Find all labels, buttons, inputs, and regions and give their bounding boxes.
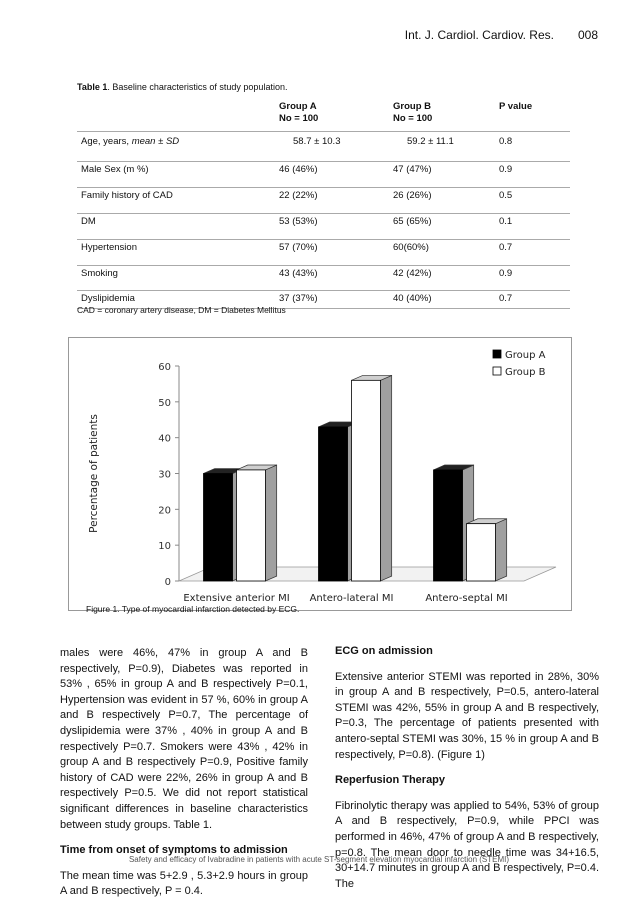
right-paragraph-2: Fibrinolytic therapy was applied to 54%, 53% of group A and B respectively, P=0.9, while PPCI was performed in 46%, 47% of group A and B respectively, p=0.8. The mean door to needle time was 34+16.5, 30+14.7 minutes in group A and B respectively, P=0.4. The	[335, 799, 599, 890]
row-p-value: 0.5	[499, 188, 570, 214]
row-group-b: 59.2 ± 11.1	[393, 132, 499, 162]
baseline-table	[77, 99, 570, 309]
table-caption-label: Table 1	[77, 82, 108, 92]
table-row	[77, 240, 570, 266]
row-label: Hypertension	[77, 240, 279, 266]
row-group-a: 46 (46%)	[279, 162, 393, 188]
header-cell-p-value: P value	[499, 99, 570, 132]
row-label: Male Sex (m %)	[77, 162, 279, 188]
right-heading-ecg: ECG on admission	[335, 645, 433, 657]
header-cell-group-b: Group B No = 100	[393, 99, 499, 132]
row-p-value: 0.8	[499, 132, 570, 162]
x-category-label: Antero-lateral MI	[309, 593, 394, 604]
header-cell-label	[77, 99, 279, 132]
bar-group-b-1	[237, 465, 277, 581]
figure-caption: Figure 1. Type of myocardial infarction detected by ECG.	[86, 604, 300, 614]
row-group-a: 58.7 ± 10.3	[279, 132, 393, 162]
row-group-b: 65 (65%)	[393, 214, 499, 240]
row-group-a: 57 (70%)	[279, 240, 393, 266]
y-axis-label: Percentage of patients	[88, 414, 100, 533]
left-paragraph-1: males were 46%, 47% in group A and B respectively, P=0.9), Diabetes was reported in 53% , 65% in group A and B respectively P=0.1, Hypertension was evident in 57 %, 60% in group A and B respectively P=0.7, The percentage of dyslipidemia were 37% , 40% in group A and B respectively P=0.7. Smokers were 43% , 42% in group A and B respectively P=0.9, Positive family history of CAD were 22%, 26% in group A and B respectively P=0.5. We did not report statistical significant differences in baseline characteristics between study groups. Table 1.	[60, 647, 308, 831]
row-group-a: 53 (53%)	[279, 214, 393, 240]
table-row	[77, 266, 570, 291]
row-label: DM	[77, 214, 279, 240]
header-cell-group-a: Group A No = 100	[279, 99, 393, 132]
row-p-value: 0.9	[499, 266, 570, 291]
row-p-value: 0.1	[499, 214, 570, 240]
row-p-value: 0.9	[499, 162, 570, 188]
table-row	[77, 132, 570, 162]
table-caption-text: . Baseline characteristics of study population.	[107, 82, 288, 92]
left-heading-time-onset: Time from onset of symptoms to admission	[60, 844, 288, 857]
legend-label-group-a: Group A	[505, 350, 546, 361]
x-category-label: Antero-septal MI	[425, 593, 508, 604]
table-row	[77, 162, 570, 188]
y-tick-label: 10	[158, 541, 171, 553]
table-header-row	[77, 99, 570, 132]
row-p-value: 0.7	[499, 291, 570, 309]
bar-group-b-2	[352, 375, 392, 581]
figure-1-chart	[68, 337, 572, 611]
legend-label-group-b: Group B	[505, 367, 546, 378]
table-caption	[77, 82, 287, 92]
x-category-label: Extensive anterior MI	[183, 593, 290, 604]
row-group-b: 47 (47%)	[393, 162, 499, 188]
row-group-b: 42 (42%)	[393, 266, 499, 291]
bar-group-b-3	[467, 519, 507, 581]
row-label: Family history of CAD	[77, 188, 279, 214]
running-header	[405, 28, 598, 42]
y-tick-label: 40	[158, 433, 171, 445]
left-column	[60, 646, 308, 910]
row-group-b: 60(60%)	[393, 240, 499, 266]
y-tick-label: 20	[158, 505, 171, 517]
y-tick-label: 50	[158, 397, 171, 409]
bar-chart-svg	[69, 338, 571, 610]
y-tick-label: 60	[158, 362, 171, 373]
legend-swatch-group-b	[493, 367, 501, 375]
row-label: Smoking	[77, 266, 279, 291]
right-paragraph-1: Extensive anterior STEMI was reported in 28%, 30% in group A and B respectively, P=0.5, antero-lateral STEMI was 42%, 55% in group A and B respectively, P=0.3, The percentage of patients presented with antero-septal STEMI was 30%, 15 % in group A and B respectively, P=0.8). (Figure 1)	[335, 670, 599, 761]
table-row	[77, 188, 570, 214]
table-row	[77, 214, 570, 240]
row-group-a: 43 (43%)	[279, 266, 393, 291]
row-group-a: 22 (22%)	[279, 188, 393, 214]
y-tick-label: 0	[164, 577, 171, 588]
row-label: Dyslipidemia	[77, 291, 279, 309]
page-number: 008	[577, 28, 598, 42]
row-p-value: 0.7	[499, 240, 570, 266]
table-note: CAD = coronary artery disease, DM = Diabetes Mellitus	[77, 305, 286, 315]
row-group-b: 40 (40%)	[393, 291, 499, 309]
row-group-b: 26 (26%)	[393, 188, 499, 214]
page-footer: Safety and efficacy of Ivabradine in patients with acute ST-segment elevation myocardial infarction (STEMI)	[128, 855, 510, 864]
legend-swatch-group-a	[493, 350, 501, 358]
y-tick-label: 30	[158, 469, 171, 481]
row-group-a: 37 (37%)	[279, 291, 393, 309]
row-label: Age, years, mean ± SD	[77, 132, 279, 162]
right-heading-reperfusion: Reperfusion Therapy	[335, 774, 446, 787]
left-paragraph-2: The mean time was 5+2.9 , 5.3+2.9 hours in group A and B respectively, P = 0.4.	[60, 869, 308, 898]
journal-name: Int. J. Cardiol. Cardiov. Res.	[404, 28, 554, 42]
